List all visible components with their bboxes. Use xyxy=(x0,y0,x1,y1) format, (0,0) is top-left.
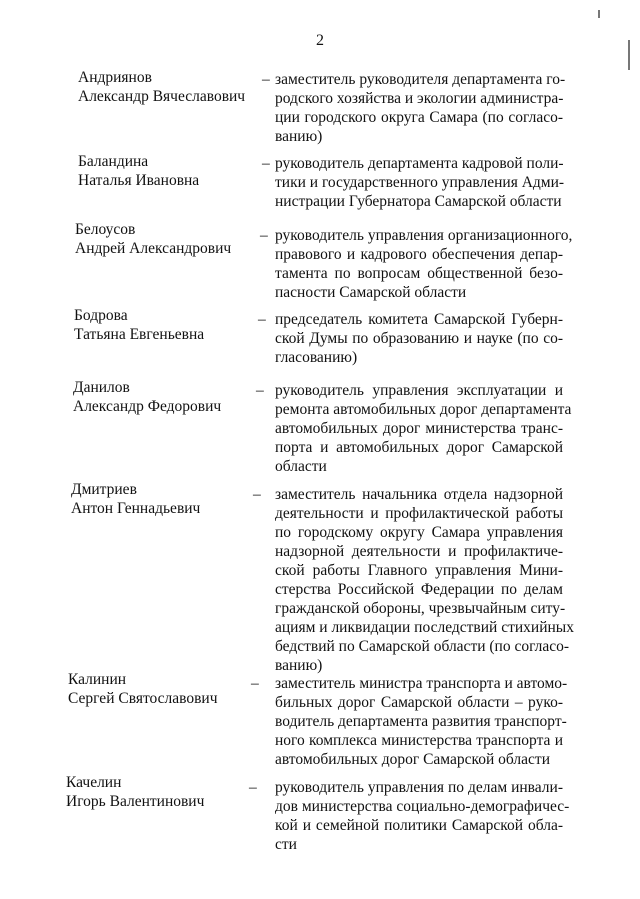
member-given-names: Александр Федорович xyxy=(73,398,222,415)
position-line: стерства Российской Федерации по делам xyxy=(275,581,563,598)
position-line: ванию) xyxy=(275,128,323,145)
member-position xyxy=(275,70,566,146)
position-line: руководитель управления по делам инвали- xyxy=(275,779,563,796)
position-line: председатель комитета Самарской Губерн- xyxy=(275,311,563,328)
position-line: руководитель департамента кадровой поли- xyxy=(275,155,564,172)
position-line: порта и автомобильных дорог Самарской xyxy=(275,439,563,456)
member-name xyxy=(78,152,263,190)
member-surname: Дмитриев xyxy=(71,481,137,498)
dash-separator: – xyxy=(260,227,268,244)
page-number: 2 xyxy=(316,32,324,49)
position-line: руководитель управления эксплуатации и xyxy=(275,382,563,399)
position-line: ции городского округа Самара (по согласо- xyxy=(275,109,563,126)
member-given-names: Игорь Валентинович xyxy=(66,793,205,810)
position-line: правового и кадрового обеспечения депар- xyxy=(275,246,563,263)
member-given-names: Александр Вячеславович xyxy=(78,88,246,105)
position-line: области xyxy=(275,458,327,475)
member-position xyxy=(275,778,570,854)
position-line: заместитель министра транспорта и автомо- xyxy=(275,675,568,692)
scan-edge-mark xyxy=(628,40,630,70)
position-line: автомобильных дорог Самарской области xyxy=(275,751,550,768)
position-line: тики и государственного управления Адми- xyxy=(275,174,565,191)
member-surname: Качелин xyxy=(66,774,122,791)
member-name xyxy=(66,773,251,811)
position-line: нистрации Губернатора Самарской области xyxy=(275,193,562,210)
position-line: дов министерства социально-демографичес- xyxy=(275,798,570,815)
member-surname: Андриянов xyxy=(78,69,152,86)
member-given-names: Наталья Ивановна xyxy=(78,172,200,189)
member-surname: Бодрова xyxy=(74,307,128,324)
position-line: бильных дорог Самарской области – руко- xyxy=(275,694,563,711)
position-line: ного комплекса министерства транспорта и xyxy=(275,732,563,749)
member-name xyxy=(68,670,253,708)
position-line: деятельности и профилактической работы xyxy=(275,505,563,522)
member-surname: Калинин xyxy=(68,671,127,688)
position-line: кой и семейной политики Самарской обла- xyxy=(275,817,563,834)
member-position xyxy=(275,154,563,211)
position-line: бедствий по Самарской области (по согласо- xyxy=(275,638,570,655)
member-given-names: Антон Геннадьевич xyxy=(71,500,201,517)
member-position xyxy=(275,310,563,367)
member-given-names: Татьяна Евгеньевна xyxy=(74,326,205,343)
dash-separator: – xyxy=(262,155,270,172)
position-line: пасности Самарской области xyxy=(275,284,467,301)
member-position xyxy=(275,226,573,302)
member-given-names: Андрей Александрович xyxy=(75,240,232,257)
member-surname: Данилов xyxy=(73,379,130,396)
position-line: ванию) xyxy=(275,657,323,674)
position-line: сти xyxy=(275,836,297,853)
position-line: ациям и ликвидации последствий стихийных xyxy=(275,619,574,636)
position-line: ской работы Главного управления Мини- xyxy=(275,562,563,579)
position-line: тамента по вопросам общественной безо- xyxy=(275,265,563,282)
position-line: заместитель руководителя департамента го- xyxy=(275,71,566,88)
member-name xyxy=(78,68,263,106)
member-name xyxy=(75,220,260,258)
position-line: водитель департамента развития транспорт- xyxy=(275,713,567,730)
position-line: автомобильных дорог министерства транс- xyxy=(275,420,563,437)
dash-separator: – xyxy=(253,486,261,503)
dash-separator: – xyxy=(251,675,259,692)
member-surname: Белоусов xyxy=(75,221,136,238)
member-name xyxy=(74,306,259,344)
dash-separator: – xyxy=(256,382,264,399)
position-line: гласованию) xyxy=(275,349,358,366)
position-line: родского хозяйства и экологии администра- xyxy=(275,90,564,107)
position-line: гражданской обороны, чрезвычайным ситу- xyxy=(275,600,566,617)
dash-separator: – xyxy=(249,779,257,796)
position-line: надзорной деятельности и профилактиче- xyxy=(275,543,563,560)
position-line: по городскому округу Самара управления xyxy=(275,524,563,541)
member-surname: Баландина xyxy=(78,153,149,170)
member-position xyxy=(275,381,572,476)
member-given-names: Сергей Святославович xyxy=(68,690,218,707)
dash-separator: – xyxy=(258,311,266,328)
position-line: ской Думы по образованию и науке (по со- xyxy=(275,330,563,347)
member-name xyxy=(73,378,258,416)
position-line: заместитель начальника отдела надзорной xyxy=(275,486,563,503)
member-position xyxy=(275,485,574,675)
scan-edge-mark xyxy=(598,10,600,18)
member-name xyxy=(71,480,256,518)
position-line: ремонта автомобильных дорог департамента xyxy=(275,401,572,418)
position-line: руководитель управления организационного, xyxy=(275,227,573,244)
member-position xyxy=(275,674,568,769)
dash-separator: – xyxy=(262,71,270,88)
